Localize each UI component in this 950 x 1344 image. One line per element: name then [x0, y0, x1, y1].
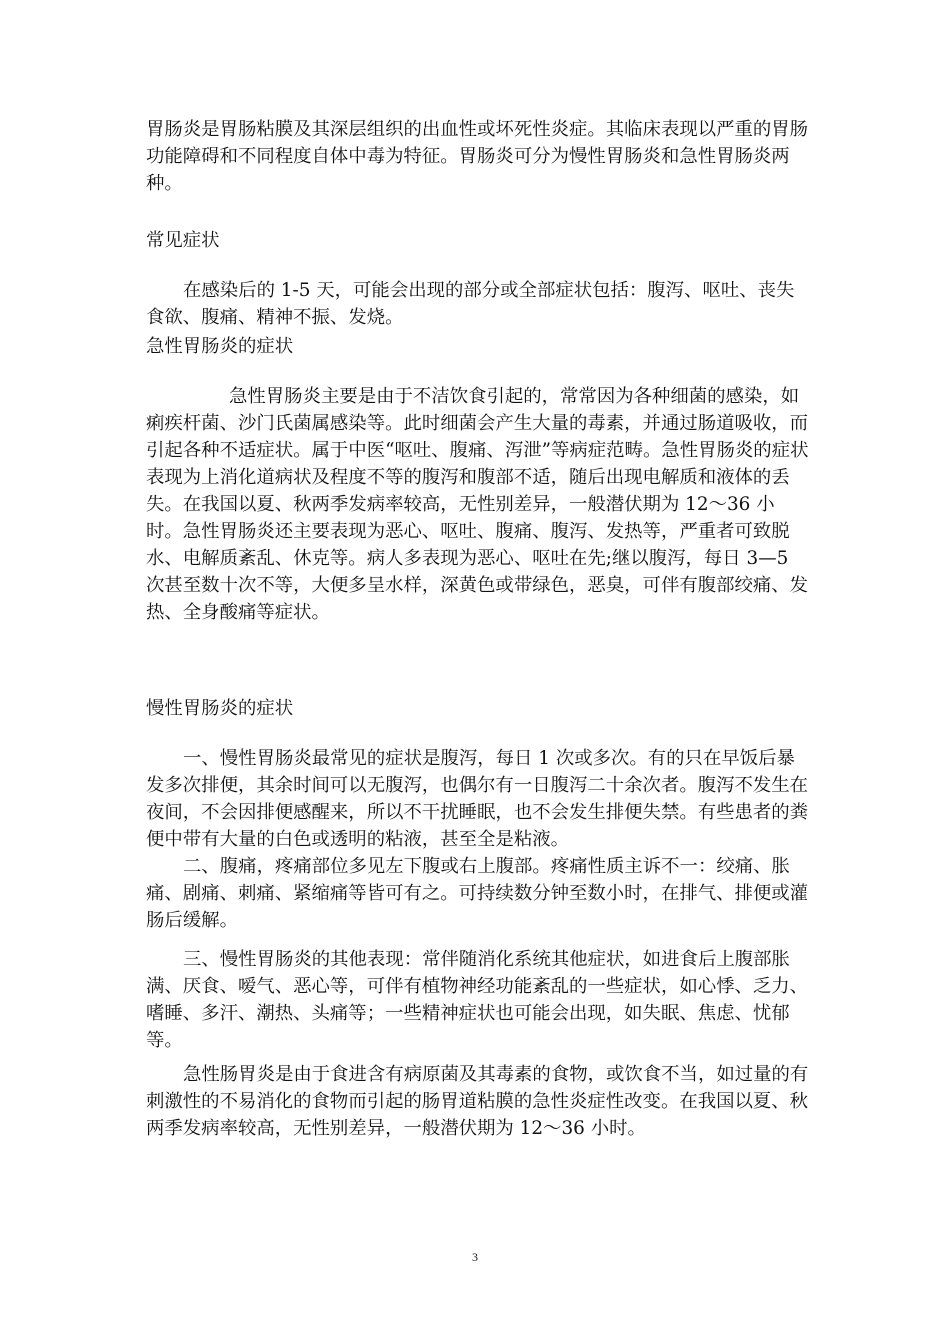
page-number: 3 — [472, 1250, 478, 1264]
chronic-symptom-3: 三、慢性胃肠炎的其他表现：常伴随消化系统其他症状，如进食后上腹部胀满、厌食、嗳气、恶心等，可伴有植物神经功能紊乱的一些症状，如心悸、乏力、嗜睡、多汗、潮热、头痛等；一些精神症状也可能会出现，如失眠、焦虑、忧郁等。 — [146, 949, 809, 1051]
acute-gastroenteritis-paragraph: 急性肠胃炎是由于食进含有病原菌及其毒素的食物，或饮食不当，如过量的有刺激性的不易消化的食物而引起的肠胃道粘膜的急性炎症性改变。在我国以夏、秋两季发病率较高，无性别差异，一般潜伏期为 12～36 小时。 — [146, 1064, 809, 1139]
section-heading-common-symptoms: 常见症状 — [146, 230, 220, 251]
intro-paragraph: 胃肠炎是胃肠粘膜及其深层组织的出血性或坏死性炎症。其临床表现以严重的胃肠功能障碍和不同程度自体中毒为特征。胃肠炎可分为慢性胃肠炎和急性胃肠炎两种。 — [146, 119, 809, 194]
common-symptoms-paragraph: 在感染后的 1-5 天，可能会出现的部分或全部症状包括：腹泻、呕吐、丧失食欲、腹痛、精神不振、发烧。 — [146, 280, 795, 328]
section-heading-chronic: 慢性胃肠炎的症状 — [146, 698, 294, 719]
chronic-symptom-2: 二、腹痛，疼痛部位多见左下腹或右上腹部。疼痛性质主诉不一：绞痛、胀痛、剧痛、刺痛、紧缩痛等皆可有之。可持续数分钟至数小时，在排气、排便或灌肠后缓解。 — [146, 856, 809, 931]
acute-symptoms-paragraph: 急性胃肠炎主要是由于不洁饮食引起的，常常因为各种细菌的感染，如痢疾杆菌、沙门氏菌属感染等。此时细菌会产生大量的毒素，并通过肠道吸收，而引起各种不适症状。属于中医“呕吐、腹痛、泻泄”等病症范畴。急性胃肠炎的症状表现为上消化道病状及程度不等的腹泻和腹部不适，随后出现电解质和液体的丢失。在我国以夏、秋两季发病率较高，无性别差异，一般潜伏期为 12～36 小时。急性胃肠炎还主要表现为恶心、呕吐、腹痛、腹泻、发热等，严重者可致脱水、电解质紊乱、休克等。病人多表现为恶心、呕吐在先;继以腹泻，每日 3—5 次甚至数十次不等，大便多呈水样，深黄色或带绿色，恶臭，可伴有腹部绞痛、发热、全身酸痛等症状。 — [146, 386, 809, 623]
section-heading-acute: 急性胃肠炎的症状 — [146, 336, 294, 357]
chronic-symptom-1: 一、慢性胃肠炎最常见的症状是腹泻，每日 1 次或多次。有的只在早饭后暴发多次排便，其余时间可以无腹泻，也偶尔有一日腹泻二十余次者。腹泻不发生在夜间，不会因排便感醒来，所以不干扰睡眠，也不会发生排便失禁。有些患者的粪便中带有大量的白色或透明的粘液，甚至全是粘液。 — [146, 748, 809, 850]
